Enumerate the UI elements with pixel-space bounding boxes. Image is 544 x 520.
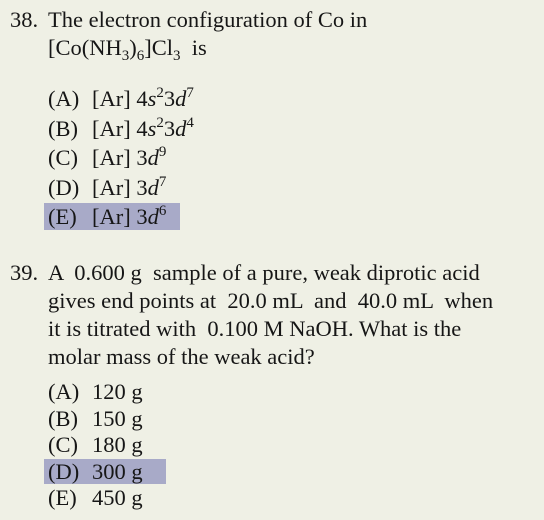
answer-choices bbox=[48, 379, 143, 512]
choice-letter: (A) bbox=[48, 379, 80, 404]
answer-choice-e-highlighted[interactable]: (E) [Ar] $3d^6$ bbox=[48, 202, 194, 232]
question-stem-line bbox=[0, 6, 544, 34]
question-stem-line bbox=[0, 34, 544, 62]
choice-letter: (E) bbox=[48, 204, 77, 229]
answer-choice-b[interactable] bbox=[48, 406, 143, 433]
choice-letter: (D) bbox=[48, 174, 80, 200]
answer-choice-c[interactable] bbox=[48, 432, 143, 459]
question-38 bbox=[0, 6, 544, 229]
question-number: 38. bbox=[10, 7, 39, 32]
choice-value: 150 g bbox=[92, 405, 143, 431]
answer-choices bbox=[48, 84, 194, 232]
question-stem-line bbox=[0, 259, 544, 287]
answer-choice-b[interactable]: (B) [Ar] $4s^23d^4$ bbox=[48, 114, 194, 144]
question-stem-text: The electron configuration of Co in bbox=[48, 7, 368, 32]
choice-value: 450 g bbox=[92, 485, 143, 510]
answer-choice-a[interactable] bbox=[48, 379, 143, 406]
choice-value: 180 g bbox=[92, 432, 143, 457]
question-number: 39. bbox=[10, 260, 39, 285]
answer-choice-e[interactable] bbox=[48, 485, 143, 512]
choice-letter: (B) bbox=[48, 115, 78, 141]
question-stem-line bbox=[0, 315, 544, 343]
question-stem-line bbox=[0, 343, 544, 371]
complex-formula: $[Co(NH_3)_6]Cl_3$ is bbox=[48, 35, 207, 64]
question-stem-text: molar mass of the weak acid? bbox=[48, 344, 315, 369]
choice-letter: (C) bbox=[48, 145, 78, 170]
choice-letter: (B) bbox=[48, 405, 78, 431]
choice-value: 120 g bbox=[92, 379, 143, 404]
question-39 bbox=[0, 259, 544, 510]
question-stem-text: it is titrated with 0.100 M NaOH. What is the bbox=[48, 316, 462, 341]
question-stem-text: gives end points at 20.0 mL and 40.0 mL when bbox=[48, 288, 494, 313]
choice-letter: (D) bbox=[48, 458, 80, 484]
answer-choice-d-highlighted[interactable] bbox=[48, 459, 143, 486]
choice-letter: (A) bbox=[48, 86, 80, 111]
question-stem-line bbox=[0, 287, 544, 315]
choice-letter: (C) bbox=[48, 432, 78, 457]
choice-letter: (E) bbox=[48, 485, 77, 510]
answer-choice-a[interactable]: (A) [Ar] $4s^23d^7$ bbox=[48, 84, 194, 114]
choice-value: 300 g bbox=[92, 458, 143, 484]
question-stem-text: A 0.600 g sample of a pure, weak diprotic acid bbox=[48, 260, 480, 285]
answer-choice-d[interactable]: (D) [Ar] $3d^7$ bbox=[48, 173, 194, 203]
answer-choice-c[interactable]: (C) [Ar] $3d^9$ bbox=[48, 143, 194, 173]
